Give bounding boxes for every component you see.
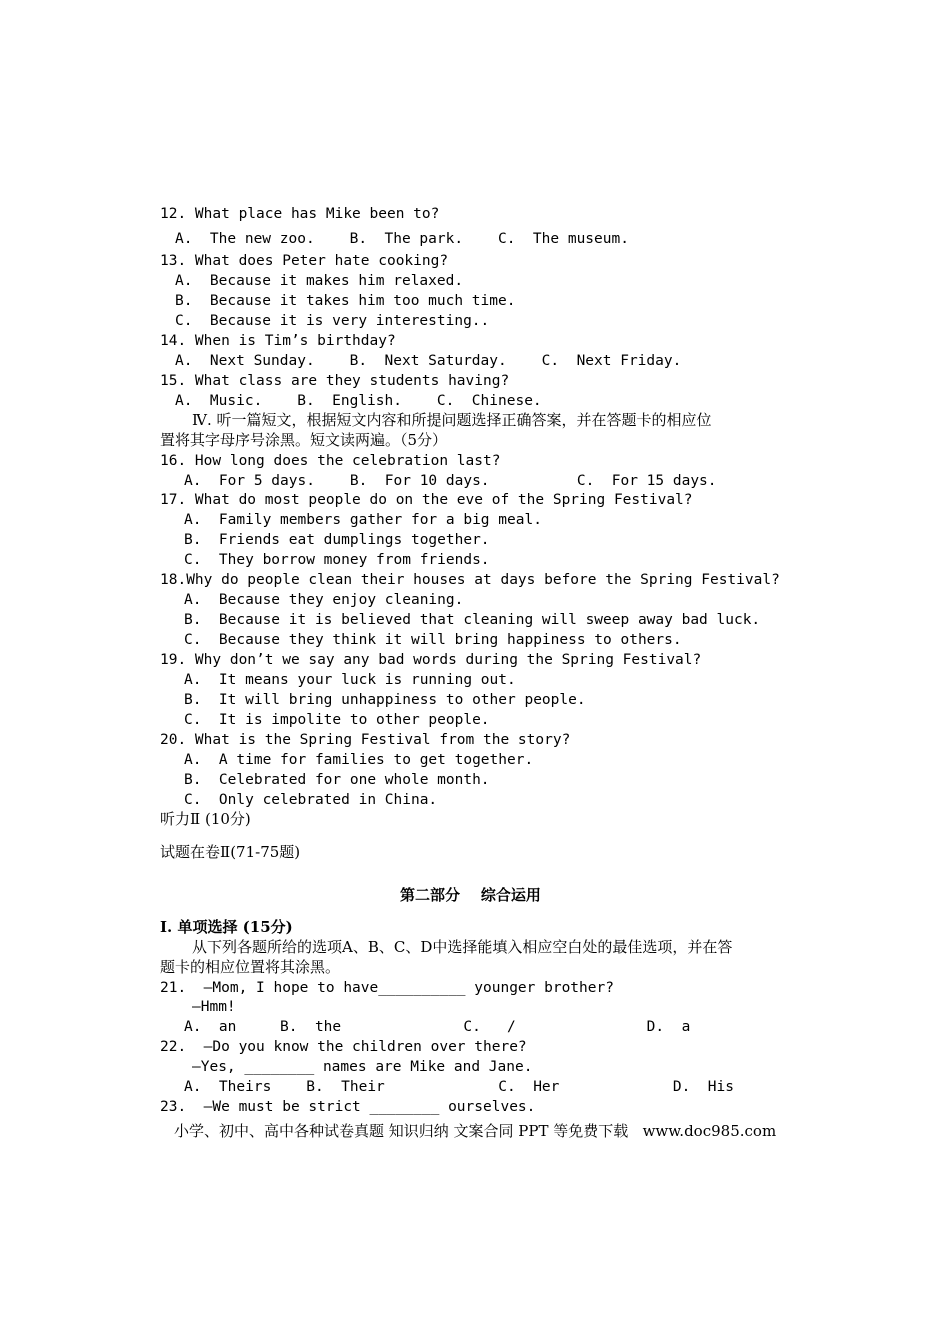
section-i-title: Ⅰ. 单项选择 (15分) bbox=[160, 918, 293, 936]
part-2-heading: 第二部分 综合运用 bbox=[400, 886, 541, 904]
question-12-stem: 12. What place has Mike been to? bbox=[160, 206, 440, 222]
question-13-stem: 13. What does Peter hate cooking? bbox=[160, 253, 449, 269]
question-12-options: A. The new zoo. B. The park. C. The museum. bbox=[175, 231, 629, 247]
listening-ii-note: 试题在卷Ⅱ(71-75题) bbox=[160, 843, 301, 861]
section-iv-instruction-line2: 置将其字母序号涂黑。短文读两遍。（5分） bbox=[160, 431, 448, 449]
question-20-option-a: A. A time for families to get together. bbox=[184, 752, 534, 768]
section-i-instruction-line2: 题卡的相应位置将其涂黑。 bbox=[160, 958, 341, 976]
question-20-stem: 20. What is the Spring Festival from the story? bbox=[160, 732, 571, 748]
question-22-line2: —Yes, ________ names are Mike and Jane. bbox=[192, 1059, 533, 1075]
question-18-option-a: A. Because they enjoy cleaning. bbox=[184, 592, 464, 608]
question-18-option-b: B. Because it is believed that cleaning will sweep away bad luck. bbox=[184, 612, 761, 628]
question-13-option-c: C. Because it is very interesting.. bbox=[175, 313, 490, 329]
question-19-option-a: A. It means your luck is running out. bbox=[184, 672, 516, 688]
question-23-line1: 23. —We must be strict ________ ourselves. bbox=[160, 1099, 536, 1115]
question-21-options: A. an B. the C. / D. a bbox=[184, 1019, 691, 1035]
question-17-option-a: A. Family members gather for a big meal. bbox=[184, 512, 542, 528]
question-19-stem: 19. Why don’t we say any bad words during the Spring Festival? bbox=[160, 652, 702, 668]
question-20-option-c: C. Only celebrated in China. bbox=[184, 792, 438, 808]
question-15-stem: 15. What class are they students having? bbox=[160, 373, 510, 389]
question-17-option-c: C. They borrow money from friends. bbox=[184, 552, 490, 568]
question-21-line2: —Hmm! bbox=[192, 999, 236, 1015]
question-16-options: A. For 5 days. B. For 10 days. C. For 15 days. bbox=[184, 473, 717, 489]
question-22-line1: 22. —Do you know the children over there? bbox=[160, 1039, 527, 1055]
question-22-options: A. Theirs B. Their C. Her D. His bbox=[184, 1079, 734, 1095]
question-17-stem: 17. What do most people do on the eve of the Spring Festival? bbox=[160, 492, 693, 508]
footer-download-note: 小学、初中、高中各种试卷真题 知识归纳 文案合同 PPT 等免费下载 www.doc985.com bbox=[174, 1122, 777, 1140]
question-16-stem: 16. How long does the celebration last? bbox=[160, 453, 501, 469]
question-21-line1: 21. —Mom, I hope to have__________ younger brother? bbox=[160, 980, 614, 996]
question-13-option-a: A. Because it makes him relaxed. bbox=[175, 273, 464, 289]
question-20-option-b: B. Celebrated for one whole month. bbox=[184, 772, 490, 788]
question-14-stem: 14. When is Tim’s birthday? bbox=[160, 333, 396, 349]
question-15-options: A. Music. B. English. C. Chinese. bbox=[175, 393, 542, 409]
question-17-option-b: B. Friends eat dumplings together. bbox=[184, 532, 490, 548]
section-iv-instruction-line1: Ⅳ. 听一篇短文，根据短文内容和所提问题选择正确答案，并在答题卡的相应位 bbox=[192, 411, 712, 429]
section-i-instruction-line1: 从下列各题所给的选项A、B、C、D中选择能填入相应空白处的最佳选项，并在答 bbox=[192, 938, 733, 956]
question-14-options: A. Next Sunday. B. Next Saturday. C. Next Friday. bbox=[175, 353, 682, 369]
listening-ii-title: 听力Ⅱ (10分) bbox=[160, 810, 251, 828]
question-13-option-b: B. Because it takes him too much time. bbox=[175, 293, 516, 309]
question-18-option-c: C. Because they think it will bring happiness to others. bbox=[184, 632, 682, 648]
question-19-option-c: C. It is impolite to other people. bbox=[184, 712, 490, 728]
question-18-stem: 18.Why do people clean their houses at days before the Spring Festival? bbox=[160, 572, 780, 588]
question-19-option-b: B. It will bring unhappiness to other people. bbox=[184, 692, 586, 708]
